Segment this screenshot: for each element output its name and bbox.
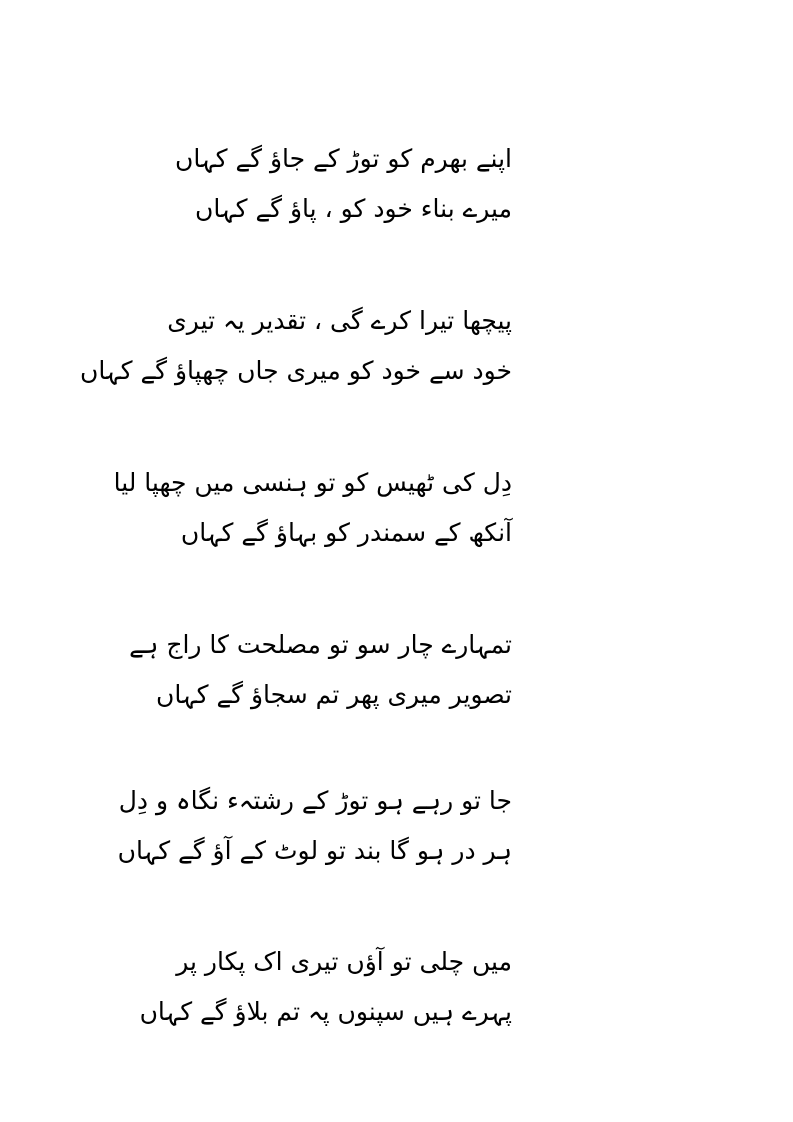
verse-line: ہر در ہو گا بند تو لوٹ کے آؤ گے کہاں <box>117 836 512 865</box>
stanza <box>174 134 512 234</box>
verse-line: دِل کی ٹھیس کو تو ہنسی میں چھپا لیا <box>113 468 512 497</box>
verse-line: تمہارے چار سو تو مصلحت کا راج ہے <box>129 630 512 659</box>
stanza <box>139 937 512 1037</box>
stanza <box>129 620 512 720</box>
stanza <box>79 296 512 396</box>
stanza <box>117 776 512 876</box>
stanza <box>113 458 512 558</box>
verse-line: جا تو رہے ہو توڑ کے رشتہء نگاہ و دِل <box>118 786 512 815</box>
verse-line: آنکھ کے سمندر کو بہاؤ گے کہاں <box>180 518 512 547</box>
verse-line: اپنے بھرم کو توڑ کے جاؤ گے کہاں <box>174 144 512 173</box>
verse-line: پیچھا تیرا کرے گی ، تقدیر یہ تیری <box>167 306 512 335</box>
verse-line: پہرے ہیں سپنوں پہ تم بلاؤ گے کہاں <box>139 997 512 1026</box>
verse-line: تصویر میری پھر تم سجاؤ گے کہاں <box>155 680 512 709</box>
verse-line: میرے بناء خود کو ، پاؤ گے کہاں <box>195 194 512 223</box>
verse-line: میں چلی تو آؤں تیری اک پکار پر <box>176 947 512 976</box>
verse-line: خود سے خود کو میری جاں چھپاؤ گے کہاں <box>79 356 512 385</box>
